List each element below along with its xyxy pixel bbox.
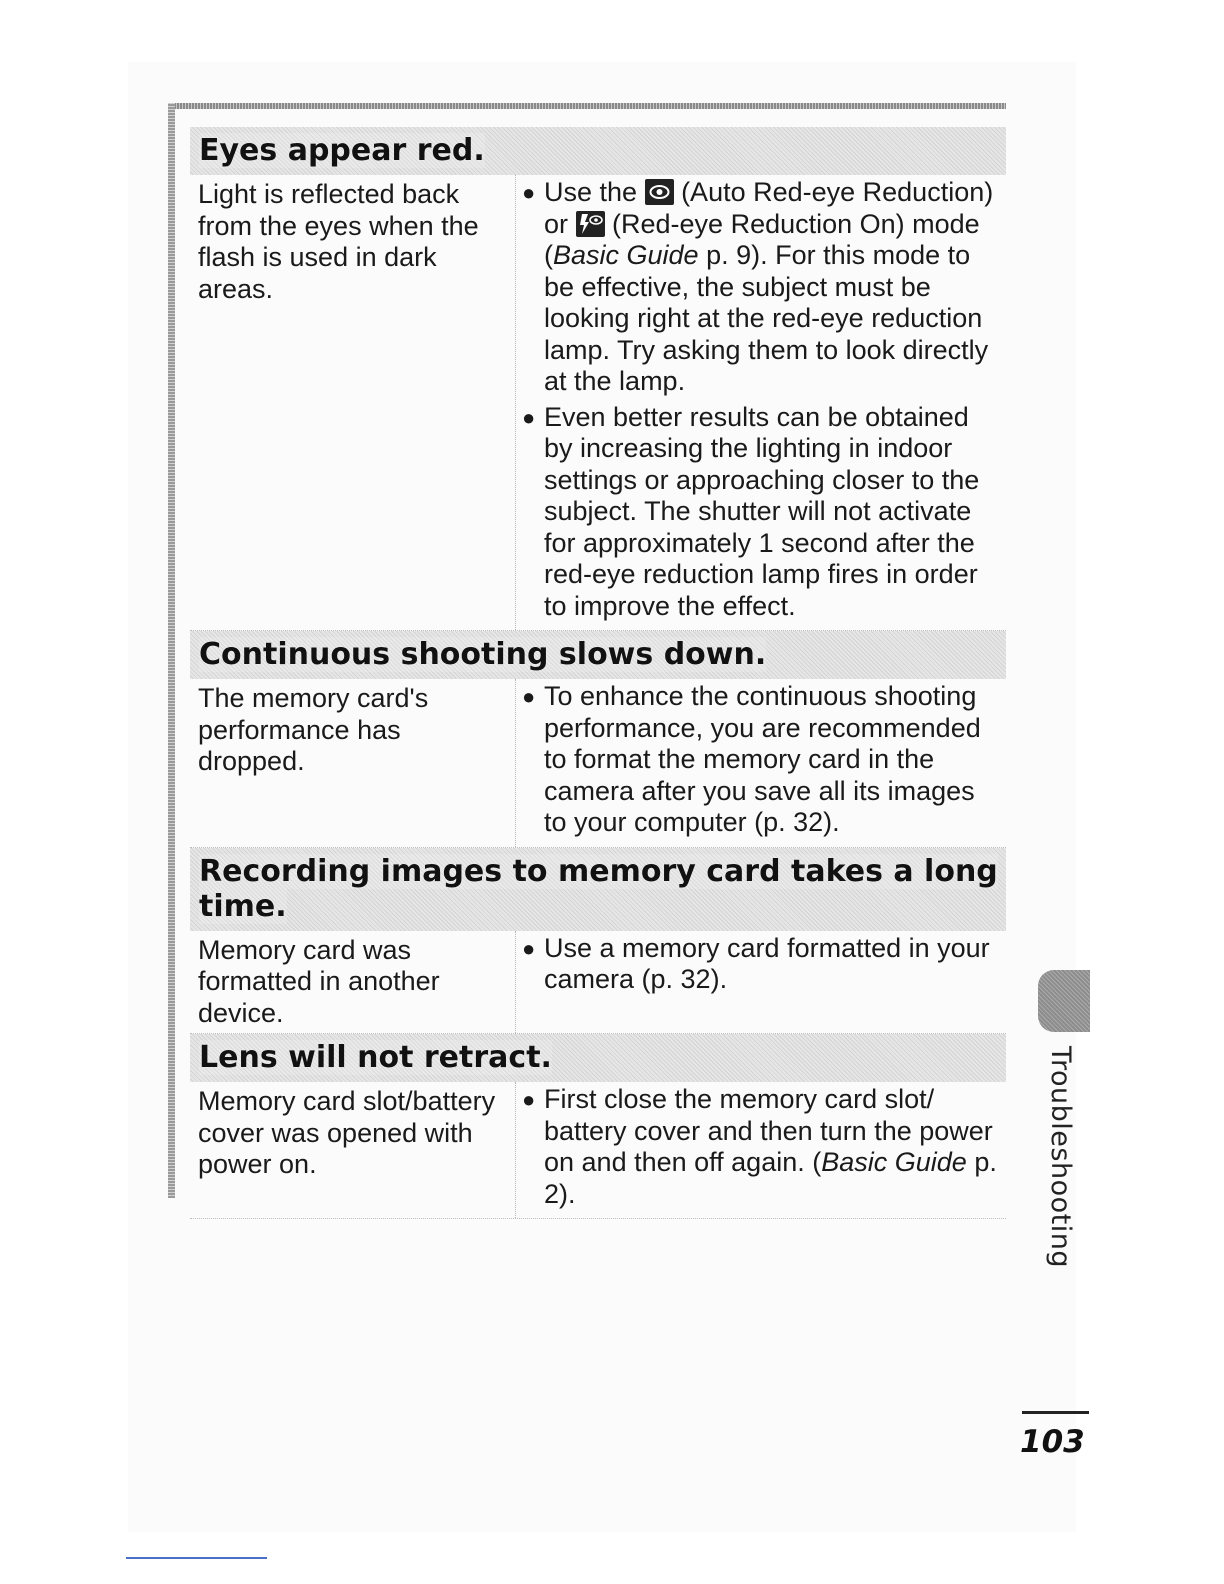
chapter-tab (1038, 970, 1090, 1032)
troubleshooting-table (190, 127, 1006, 1219)
bottom-rule (126, 1557, 267, 1559)
section-heading: Continuous shooting slows down. (190, 631, 1006, 679)
left-rule (168, 103, 175, 1198)
chapter-label: Troubleshooting (1045, 1046, 1076, 1268)
solution-bullet: ● Even better results can be obtained by increasing the lighting in indoor settings or approaching closer to the subject. The shutter will not activate for approximately 1 second after the red-eye reduction lamp fires in order to improve the effect. (522, 401, 980, 621)
cause-cell: Light is reflected back from the eyes when the flash is used in dark areas. (190, 175, 516, 630)
solution-cell (516, 679, 1006, 847)
solution-bullet: ● To enhance the continuous shooting performance, you are recommended to format the memory card in the camera after you save all its images to your computer (p. 32). (522, 681, 981, 837)
section-heading: Recording images to memory card takes a long time. (190, 848, 1006, 931)
cause-cell: The memory card's performance has dropped. (190, 679, 516, 847)
table-row (190, 175, 1006, 631)
auto-red-eye-icon (645, 179, 674, 205)
table-row (190, 931, 1006, 1035)
solution-bullet: ● First close the memory card slot/ battery cover and then turn the power on and then off again. (Basic Guide p. 2). (522, 1084, 997, 1209)
solution-cell (516, 175, 1006, 630)
bullet-dot: ● (522, 180, 536, 205)
page-number-rule (1022, 1411, 1089, 1414)
page-number: 103 (1020, 1424, 1085, 1460)
section-heading: Lens will not retract. (190, 1034, 1006, 1082)
bullet-dot: ● (522, 404, 536, 430)
red-eye-on-icon (576, 211, 605, 237)
cause-cell: Memory card was formatted in another device. (190, 931, 516, 1034)
solution-cell (516, 1082, 1006, 1218)
bullet-dot: ● (522, 1087, 536, 1112)
cause-cell: Memory card slot/battery cover was opened with power on. (190, 1082, 516, 1218)
solution-cell (516, 931, 1006, 1034)
bullet-dot: ● (522, 935, 536, 961)
table-row (190, 1082, 1006, 1219)
section-heading: Eyes appear red. (190, 127, 1006, 175)
solution-bullet: ● Use the (Auto Red-eye Reduction) or (Red-eye Reduction On) mode (Basic Guide p. 9). For this mode to be effective, the subject must be looking right at the red-eye reduction lamp. Try asking them to look directly at the lamp. (522, 177, 994, 396)
top-rule (168, 103, 1006, 109)
table-row (190, 679, 1006, 848)
bullet-dot: ● (522, 684, 536, 709)
solution-bullet: ● Use a memory card formatted in your camera (p. 32). (522, 932, 990, 994)
